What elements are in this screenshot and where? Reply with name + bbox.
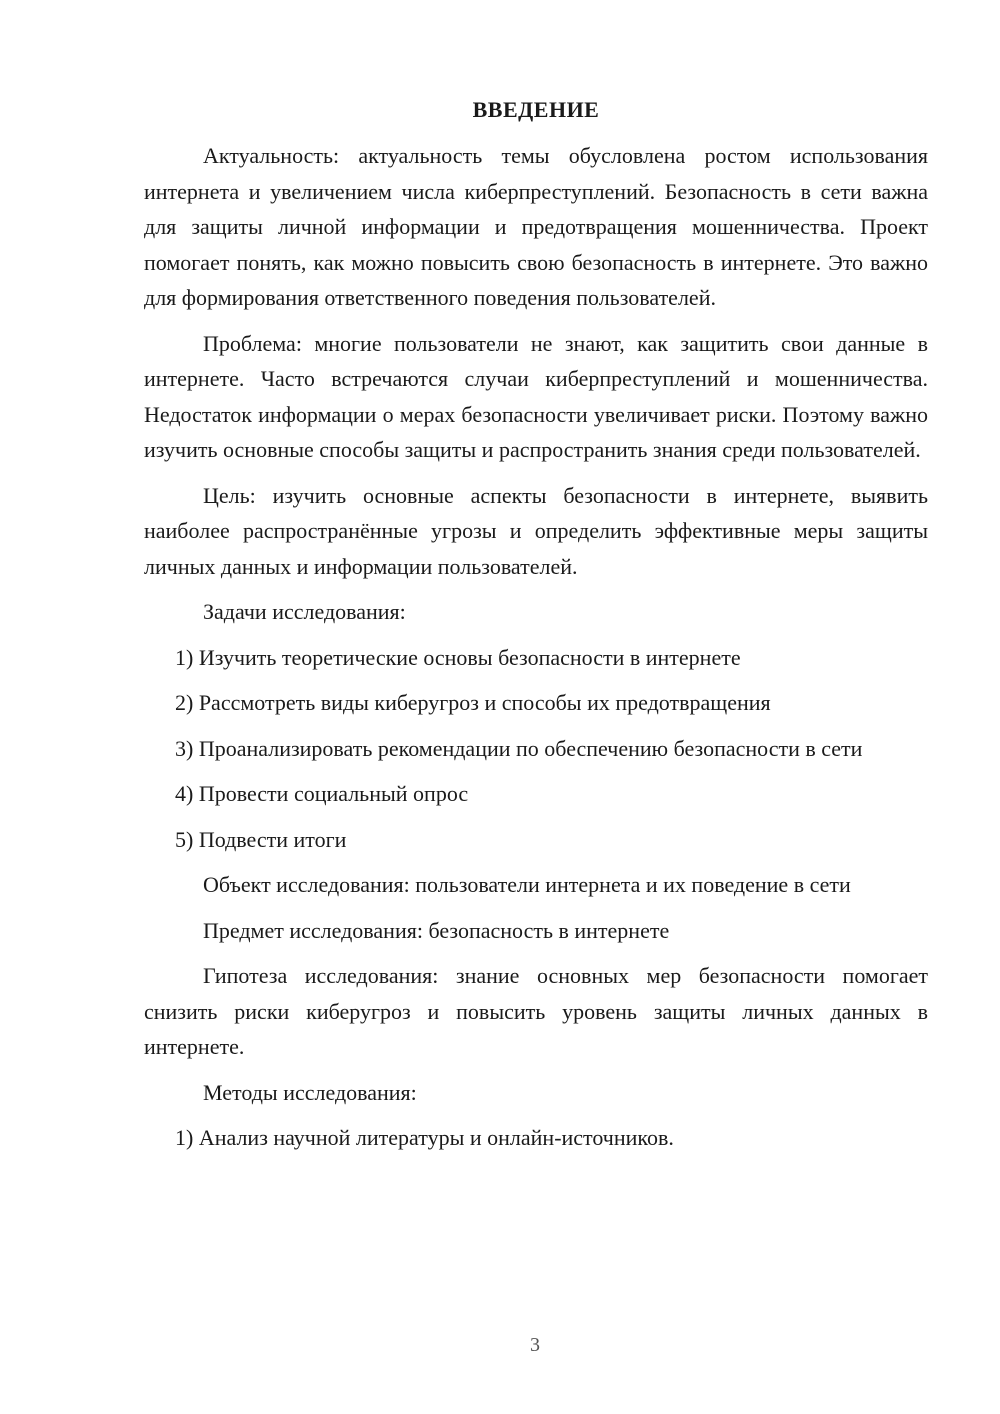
object-paragraph: Объект исследования: пользователи интернета и их поведение в сети xyxy=(203,872,851,897)
document-page xyxy=(144,94,928,1156)
section-title: ВВЕДЕНИЕ xyxy=(472,97,600,122)
task-item-3: 3) Проанализировать рекомендации по обеспечению безопасности в сети xyxy=(175,735,863,761)
methods-heading: Методы исследования: xyxy=(203,1079,417,1105)
subject-paragraph: Предмет исследования: безопасность в интернете xyxy=(203,917,670,943)
task-item-1: 1) Изучить теоретические основы безопасности в интернете xyxy=(175,644,741,670)
task-item-5: 5) Подвести итоги xyxy=(175,826,347,852)
task-item-4: 4) Провести социальный опрос xyxy=(175,781,469,806)
page-number: 3 xyxy=(530,1334,540,1356)
hypothesis-paragraph: Гипотеза исследования: знание основных мер безопасности помогает снизить риски киберугроз и повысить уровень защиты личных данных в интернете. xyxy=(144,963,928,1059)
method-item-1: 1) Анализ научной литературы и онлайн-источников. xyxy=(175,1125,674,1150)
relevance-paragraph: Актуальность: актуальность темы обусловлена ростом использования интернета и увеличением числа киберпреступлений. Безопасность в сети важна для защиты личной информации и предотвращения мошенничества. Проект помогает понять, как можно повысить свою безопасность в интернете. Это важно для формирования ответственного поведения пользователей. xyxy=(144,143,928,310)
goal-paragraph: Цель: изучить основные аспекты безопасности в интернете, выявить наиболее распространённые угрозы и определить эффективные меры защиты личных данных и информации пользователей. xyxy=(144,482,928,579)
problem-paragraph: Проблема: многие пользователи не знают, как защитить свои данные в интернете. Часто встречаются случаи киберпреступлений и мошенничества. Недостаток информации о мерах безопасности увеличивает риски. Поэтому важно изучить основные способы защиты и распространить знания среди пользователей. xyxy=(144,330,928,462)
tasks-heading: Задачи исследования: xyxy=(203,599,406,624)
task-item-2: 2) Рассмотреть виды киберугроз и способы их предотвращения xyxy=(175,690,771,715)
